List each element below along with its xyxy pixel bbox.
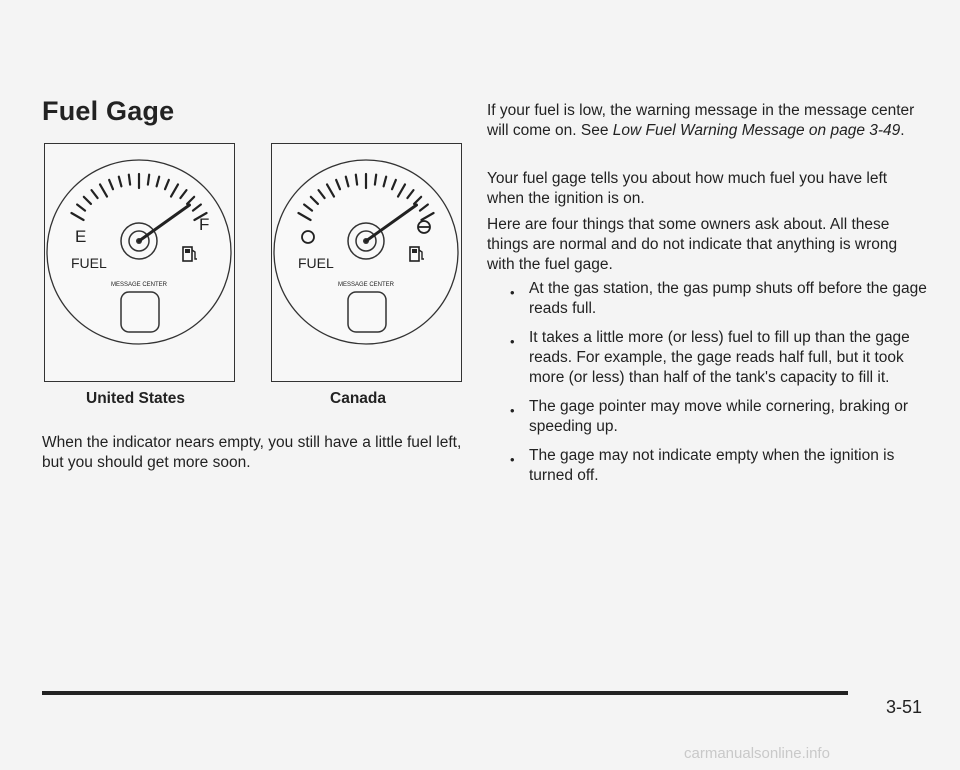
gauge-tick [129, 175, 130, 185]
fuel-label: FUEL [71, 255, 107, 271]
bullet-icon: • [510, 334, 515, 349]
fuel-label: FUEL [298, 255, 334, 271]
full-mark: F [199, 215, 210, 234]
caption-united-states: United States [86, 390, 186, 407]
low-fuel-text-end: . [900, 122, 905, 139]
empty-mark: E [75, 227, 87, 246]
message-center-label: MESSAGE CENTER [110, 282, 168, 288]
list-item-text: The gage pointer may move while cornering, braking or speeding up. [529, 398, 909, 435]
caption-canada: Canada [330, 390, 386, 407]
fuel-gauge-canada [272, 144, 460, 380]
message-center-label: MESSAGE CENTER [337, 282, 395, 288]
gauge-tick [356, 175, 357, 185]
fuel-gage-info-paragraph: Your fuel gage tells you about how much fuel you have left when the ignition is on. [487, 170, 888, 207]
low-fuel-text: If your fuel is low, the warning message in the message center will come on. See [487, 102, 915, 139]
bullet-icon: • [510, 285, 515, 300]
page-number: 3-51 [886, 697, 923, 717]
list-item-text: It takes a little more (or less) fuel to fill up than the gage reads. For example, the gage reads half full, but it took more (or less) than half of the tank's capacity to fill it. [529, 329, 910, 386]
list-item [508, 279, 928, 319]
owner-questions-paragraph: Here are four things that some owners ask about. All these things are normal and do not indicate that anything is wrong with the fuel gage. [487, 216, 898, 273]
list-item [508, 446, 928, 486]
bullet-icon: • [510, 403, 515, 418]
gauge-tick [148, 175, 149, 185]
gauge-tick [375, 175, 376, 185]
indicator-empty-paragraph: When the indicator nears empty, you still have a little fuel left, but you should get more soon. [42, 434, 462, 471]
list-item [508, 328, 928, 388]
list-item [508, 397, 928, 437]
footer-rule [42, 691, 848, 695]
list-item-text: The gage may not indicate empty when the ignition is turned off. [529, 447, 895, 484]
low-fuel-paragraph [487, 101, 927, 141]
owner-questions-list [508, 279, 928, 495]
fuel-gauge-united-states [45, 144, 233, 380]
watermark: carmanualsonline.info [684, 745, 830, 762]
list-item-text: At the gas station, the gas pump shuts off before the gage reads full. [529, 280, 927, 317]
bullet-icon: • [510, 452, 515, 467]
page-title: Fuel Gage [42, 96, 175, 126]
low-fuel-warning-reference[interactable]: Low Fuel Warning Message on page 3-49 [612, 122, 901, 139]
gauge-figure-canada [271, 143, 462, 382]
gauge-figure-united-states [44, 143, 235, 382]
